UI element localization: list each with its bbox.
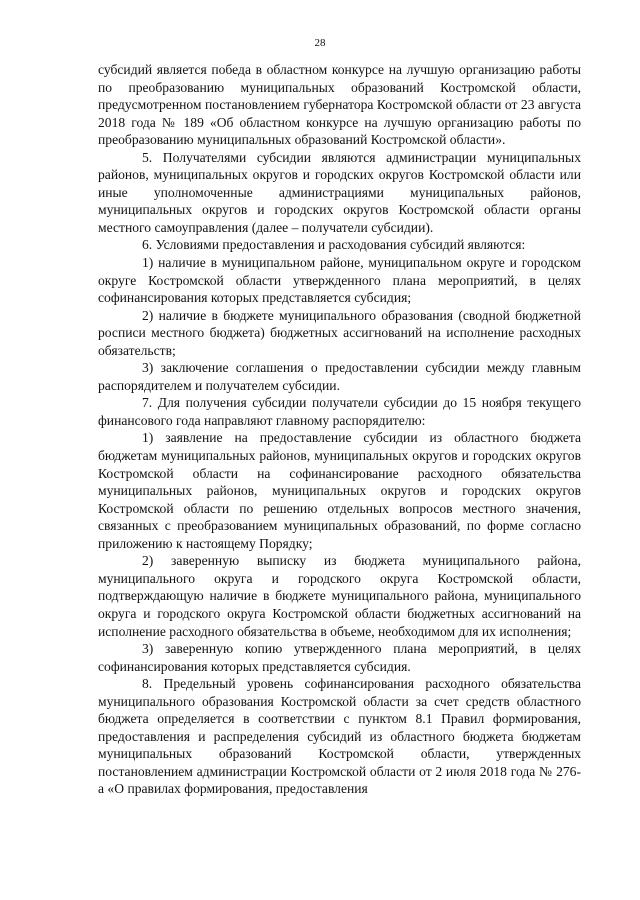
page-number: 28 [314,37,326,49]
paragraph-item-6: 6. Условиями предоставления и расходования субсидий являются: [142,237,526,253]
paragraph-item-7-sub-3: 3) заверенную копию утвержденного плана мероприятий, в целях софинансирования которых представляется субсидия. [98,641,581,674]
paragraph-item-6-sub-2: 2) наличие в бюджете муниципального образования (сводной бюджетной росписи местного бюджета) бюджетных ассигнований на исполнение расходных обязательств; [98,307,581,358]
paragraph-item-6-sub-3: 3) заключение соглашения о предоставлении субсидии между главным распорядителем и получателем субсидии. [98,360,581,393]
paragraph-item-6-sub-1: 1) наличие в муниципальном районе, муниципальном округе и городском округе Костромской области утвержденного плана мероприятий, в целях софинансирования которых представляется субсидия; [98,255,581,306]
paragraph-item-7-sub-1: 1) заявление на предоставление субсидии из областного бюджета бюджетам муниципальных районов, муниципальных округов и городских округов Костромской области на софинансирование расходного обязательства муниципальных районов, муниципальных округов и городских округов Костромской области по решению отдельных вопросов местного значения, связанных с преобразованием муниципальных образований, по форме согласно приложению к настоящему Порядку; [98,430,581,551]
paragraph-item-8: 8. Предельный уровень софинансирования расходного обязательства муниципального образования Костромской области за счет средств областного бюджета определяется в соответствии с пунктом 8.1 Правил формирования, предоставления и распределения субсидий из областного бюджета бюджетам муниципальных образований Костромской области, утвержденных постановлением администрации Костромской области от 2 июля 2018 года № 276-а «О правилах формирования, предоставления [98,676,581,797]
paragraph-item-7: 7. Для получения субсидии получатели субсидии до 15 ноября текущего финансового года направляют главному распорядителю: [98,395,581,428]
paragraph-item-7-sub-2: 2) заверенную выписку из бюджета муниципального района, муниципального округа и городского округа Костромской области, подтверждающую наличие в бюджете муниципального района, муниципального округа и городского округа Костромской области бюджетных ассигнований на исполнение расходного обязательства в объеме, необходимом для их исполнения; [98,553,581,639]
paragraph-item-5: 5. Получателями субсидии являются администрации муниципальных районов, муниципальных округов и городских округов Костромской области или иные уполномоченные администрациями муниципальных районов, муниципальных округов и городских округов Костромской области органы местного самоуправления (далее – получатели субсидии). [98,149,581,235]
document-body [98,61,581,798]
paragraph-continuation: субсидий является победа в областном конкурсе на лучшую организацию работы по преобразованию муниципальных образований Костромской области, предусмотренном постановлением губернатора Костромской области от 23 августа 2018 года № 189 «Об областном конкурсе на лучшую организацию работы по преобразованию муниципальных образований Костромской области». [98,62,581,148]
